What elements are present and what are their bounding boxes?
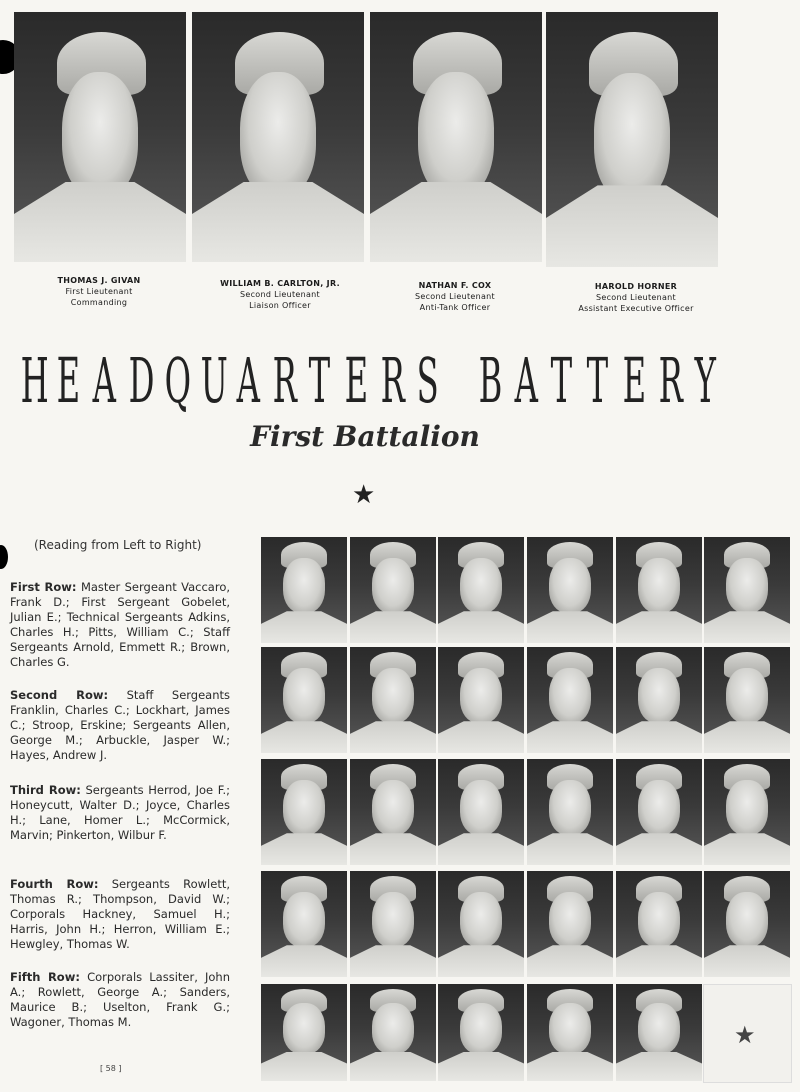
soldier-portrait <box>261 984 347 1081</box>
soldier-portrait <box>438 871 524 977</box>
soldier-portrait <box>704 537 790 643</box>
soldier-portrait <box>616 647 702 753</box>
title-letter: Y <box>694 343 716 417</box>
star-icon: ★ <box>734 1021 756 1049</box>
title-letter: A <box>236 343 260 417</box>
title-letter: B <box>478 343 503 417</box>
title-letter: T <box>308 343 331 417</box>
title-letter: U <box>200 343 228 417</box>
title-letter: A <box>92 343 116 417</box>
soldier-portrait <box>350 537 436 643</box>
soldier-portrait <box>261 647 347 753</box>
officer-caption: THOMAS J. GIVAN First Lieutenant Commanding <box>57 276 141 307</box>
officer-caption: HAROLD HORNER Second Lieutenant Assistant Executive Officer <box>578 282 694 313</box>
soldier-portrait <box>438 759 524 865</box>
soldier-portrait <box>438 647 524 753</box>
soldier-portrait <box>527 759 613 865</box>
title-letter: R <box>380 343 405 417</box>
page-title <box>12 344 722 416</box>
officer-portrait <box>192 12 364 262</box>
row-caption: Fourth Row: Sergeants Rowlett, Thomas R.; Thompson, David W.; Corporals Hackney, Samuel H.; Harris, John H.; Herron, William E.; Hewgley, Thomas W. <box>10 877 230 951</box>
row-caption: Fifth Row: Corporals Lassiter, John A.; Rowlett, George A.; Sanders, Maurice B.; Uselton, Frank G.; Wagoner, Thomas M. <box>10 970 230 1029</box>
soldier-portrait <box>616 537 702 643</box>
subtitle: First Battalion <box>250 420 480 453</box>
title-letter: R <box>272 343 297 417</box>
title-letter: T <box>550 343 573 417</box>
title-letter: E <box>622 343 647 417</box>
officer-caption: WILLIAM B. CARLTON, JR. Second Lieutenant Liaison Officer <box>220 279 340 310</box>
title-letter: D <box>128 343 155 417</box>
soldier-portrait <box>616 984 702 1081</box>
punch-hole <box>0 545 8 569</box>
soldier-portrait <box>616 871 702 977</box>
title-letter: H <box>20 343 49 417</box>
officer-portrait <box>14 12 186 262</box>
officer-portrait <box>546 12 718 267</box>
soldier-portrait <box>616 759 702 865</box>
soldier-portrait <box>438 537 524 643</box>
soldier-portrait <box>527 647 613 753</box>
title-letter: E <box>344 343 369 417</box>
title-letter: E <box>56 343 81 417</box>
soldier-portrait <box>350 759 436 865</box>
officer-portrait <box>370 12 542 262</box>
title-letter: S <box>416 343 439 417</box>
soldier-portrait <box>261 871 347 977</box>
soldier-portrait <box>261 537 347 643</box>
reading-note: (Reading from Left to Right) <box>34 538 202 552</box>
officer-caption: NATHAN F. COX Second Lieutenant Anti-Tank Officer <box>415 281 495 312</box>
soldier-portrait <box>527 871 613 977</box>
soldier-portrait <box>438 984 524 1081</box>
title-letter: Q <box>164 343 192 417</box>
soldier-portrait <box>350 871 436 977</box>
title-letter: T <box>586 343 609 417</box>
row-caption: Third Row: Sergeants Herrod, Joe F.; Honeycutt, Walter D.; Joyce, Charles H.; Lane, Homer L.; McCormick, Marvin; Pinkerton, Wilbur F. <box>10 783 231 842</box>
soldier-portrait <box>704 759 790 865</box>
soldier-portrait <box>261 759 347 865</box>
title-letter: R <box>658 343 683 417</box>
soldier-portrait <box>704 871 790 977</box>
soldier-portrait <box>350 647 436 753</box>
soldier-portrait <box>527 537 613 643</box>
soldier-portrait <box>704 647 790 753</box>
title-letter: A <box>514 343 538 417</box>
page-number: [ 58 ] <box>100 1064 122 1073</box>
row-caption: First Row: Master Sergeant Vaccaro, Frank D.; First Sergeant Gobelet, Julian E.; Technical Sergeants Adkins, Charles H.; Pitts, William C.; Staff Sergeants Arnold, Emmett R.; Brown, Charles G. <box>10 580 231 669</box>
star-icon: ★ <box>352 480 376 510</box>
empty-slot <box>703 984 792 1083</box>
row-caption: Second Row: Staff Sergeants Franklin, Charles C.; Lockhart, James C.; Stroop, Erskine; Sergeants Allen, George M.; Arbuckle, Jasper W.; Hayes, Andrew J. <box>10 688 231 762</box>
soldier-portrait <box>527 984 613 1081</box>
soldier-portrait <box>350 984 436 1081</box>
